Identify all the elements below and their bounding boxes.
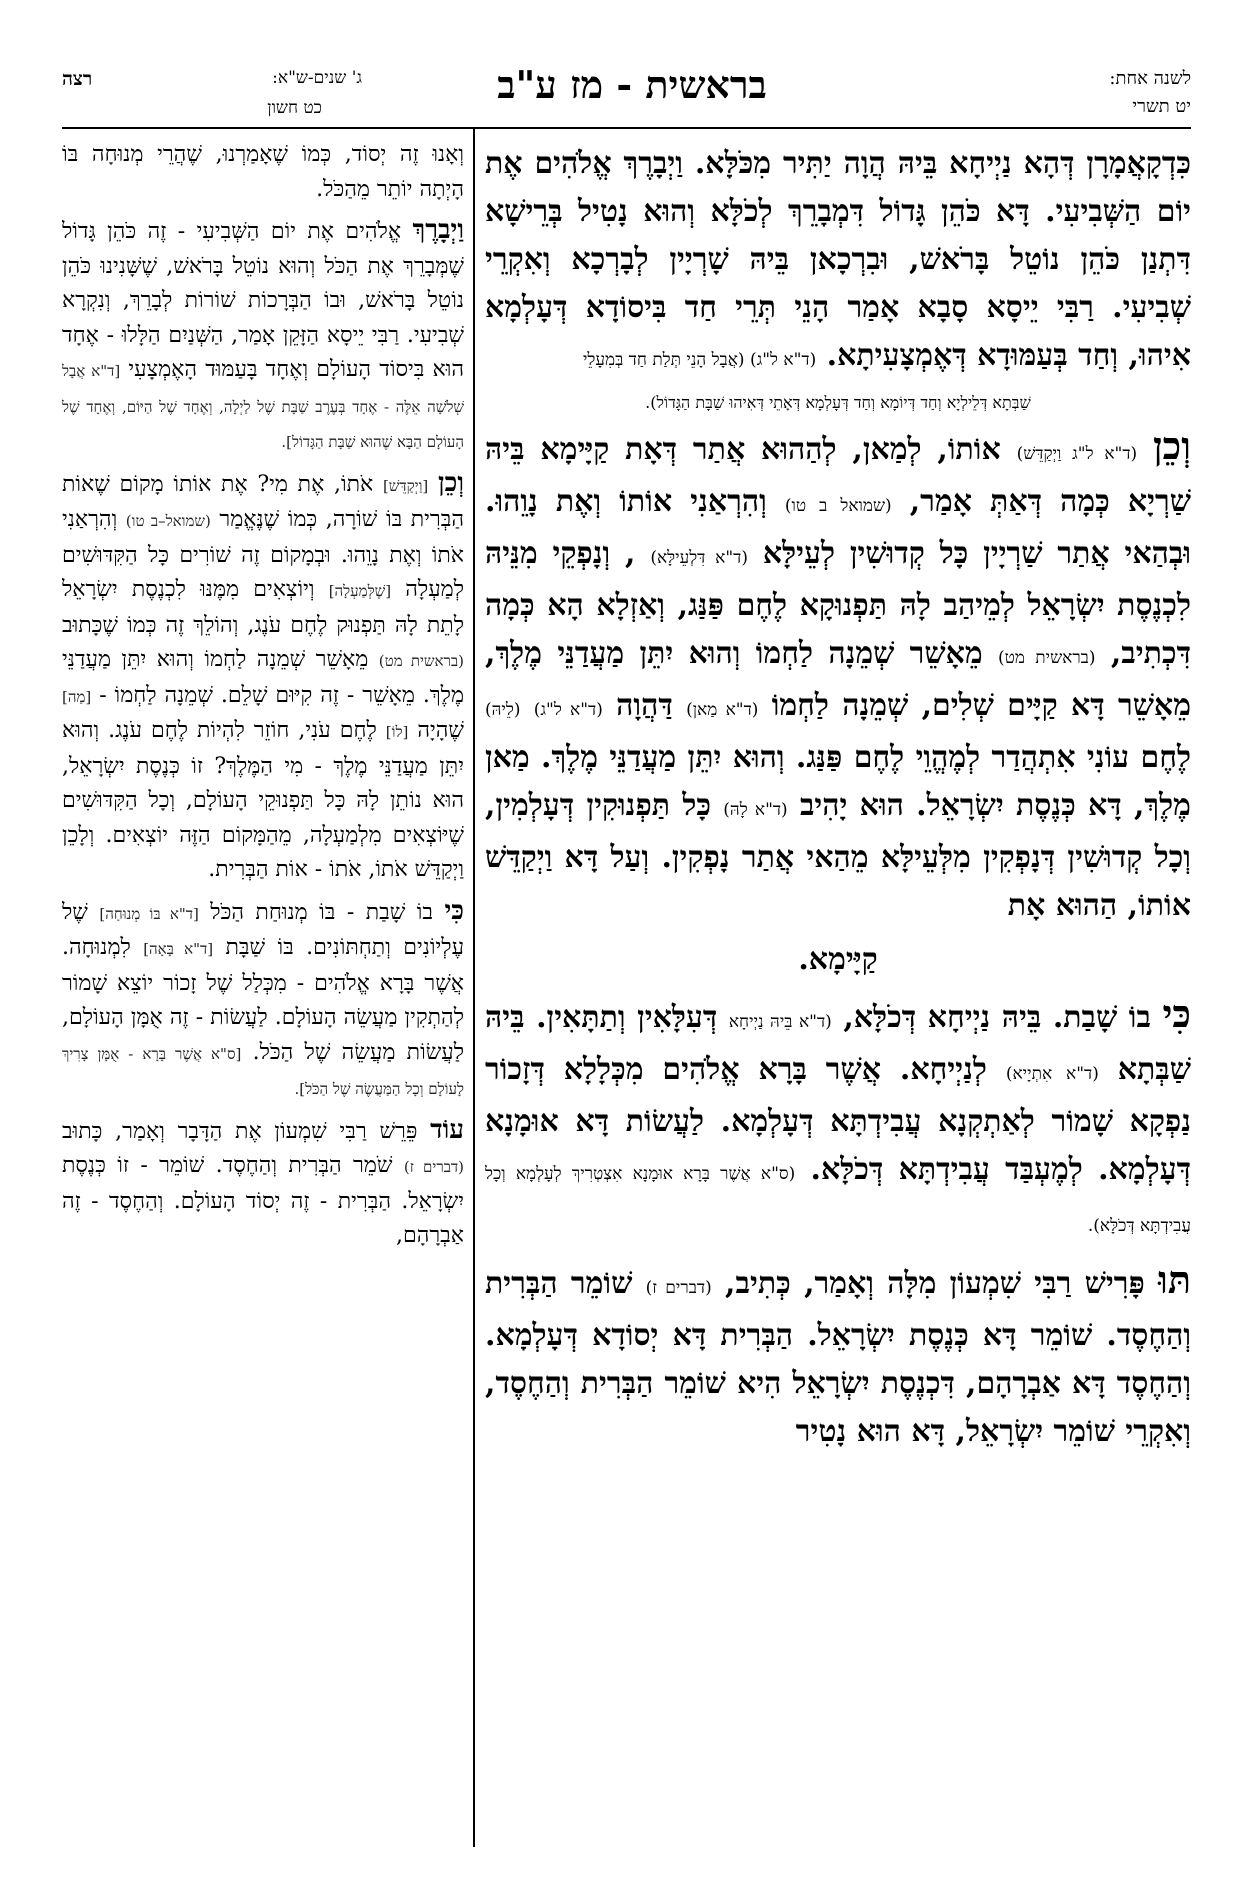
main-note: (בראשית מט) [998,648,1096,668]
main-text: לֶחֶם עוֹנִי אִתְהֲדַר לְמֶהֱוֵי לֶחֶם פַּנַּג. וְהוּא יִתֵּן מַעֲדַנֵּי מֶלֶךְ. מַאן מֶלֶךְ, דָּא כְּנֶסֶת יִשְׂרָאֵל. הוּא יָהִיב [485,740,1191,823]
column-divider [473,127,475,1847]
header-left-line-2 [62,98,362,124]
main-paragraph-3 [485,990,1191,1250]
main-text: דְּעִלָּאִין וְתַתָּאִין. בֵּיהּ שַׁבְּתָא [485,1000,1191,1087]
side-text: וְאָנוּ זֶה יְסוֹד, כְּמוֹ שֶׁאָמַרְנוּ, שֶׁהֲרֵי מְנוּחָה בּוֹ הָיְתָה יוֹתֵר מֵהַכֹּל. [62,142,464,202]
header-right-block [951,68,1191,124]
main-lead-word: תּוּ [1158,1257,1191,1302]
side-paragraph-2 [62,213,464,460]
header-divider [62,127,1191,129]
side-text: וְיוֹצְאִים מִמֶּנּוּ לִכְנֶסֶת יִשְׂרָאֵל לָתֵת לָהּ תַּפְנוּק לֶחֶם עֹנֶג, וְהוֹלֵךְ זֶה כְּמוֹ שֶׁכָּתוּב [62,577,464,638]
side-note: (דברים ז) [403,1158,464,1176]
main-note: (ד"א ל"ג וַיְקַדֵּשׁ) [1016,444,1138,464]
side-text: לֶחֶם עֹנִי, חוֹזֵר לִהְיוֹת לֶחֶם עֹנֶג. וְהוּא יִתֵּן מַעֲדַנֵּי מֶלֶךְ - מִי הַמֶּלֶךְ? זוֹ כְּנֶסֶת יִשְׂרָאֵל, הוּא נוֹתֵן לָהּ כָּל תַּפְנוּקֵי הָעוֹלָם, וְכָל הַקִּדּוּשִׁים שֶׁיּוֹצְאִים מִלְמַעְלָה, מֵהַמָּקוֹם הַזֶּה יוֹצְאִים. וְלָכֵן וַיְקַדֵּשׁ אֹתוֹ, אֹתוֹ - אוֹת הַבְּרִית. [62,718,464,882]
header-cycle-label: ג' שנים-ש"א: [272,68,362,88]
side-lead-word: וַיְבָרֶךְ [412,215,464,245]
main-note: (ד"א בֵּיהּ נַיְיחָא [728,1012,832,1032]
side-paragraph-4 [62,894,464,1107]
page-header [62,60,1191,126]
main-aramaic-column [485,140,1191,1840]
side-note: [לוֹ] [385,723,409,741]
side-paragraph-5 [62,1113,464,1254]
main-note: (ד"א דִּלְעֵילָּא) [650,548,748,568]
main-note: (ד"א מַאן) [686,700,759,720]
main-text: אוֹתוֹ, לְמַאן, לְהַהוּא אֲתַר דְּאָת קַיָּימָא בֵּיהּ שַׁרְיָא כְּמָה דְּאַתְּ אָמַר, [485,432,1191,519]
main-note: (דברים ז) [645,1278,712,1298]
side-text: אֹתוֹ, אֶת מִי? אֶת אוֹתוֹ מָקוֹם שֶׁאוֹת הַבְּרִית בּוֹ שׁוֹרָה, כְּמוֹ שֶׁנֶּאֱמַר [62,471,464,532]
side-text: שֶׁהָיָה [417,718,464,743]
side-text: מֵאָשֵׁר שְׁמֵנָה לַחְמוֹ וְהוּא יִתֵּן מַעֲדַנֵּי מֶלֶךְ. מֵאָשֵׁר - זֶה קִיּוּם שָׁלֵם. שְׁמֵנָה לַחְמוֹ - [62,647,464,708]
side-note: [ד"א אֲבָל שְׁלֹשָׁה אֵלֶּה - אֶחָד בְּעֶרֶב שַׁבָּת שֶׁל לַיְלָה, וְאֶחָד שֶׁל הַיּוֹם, וְאֶחָד שֶׁל הָעוֹלָם הַבָּא שֶׁהוּא שַׁבָּת הַגָּדוֹל]. [62,362,464,451]
translation-column [62,138,464,1850]
header-left-block [62,68,362,124]
side-text: שֶׁל עֶלְיוֹנִים וְתַחְתּוֹנִים. בּוֹ שַׁבָּת [62,899,464,960]
side-text: לִמְנוּחָה. אֲשֶׁר בָּרָא אֱלֹהִים - מִכְּלַל שֶׁל זָכוֹר יוֹצֵא שָׁמוֹר לְהַתְקִין מַעֲשֵׂה הָעוֹלָם. לַעֲשׂוֹת - זֶה אֻמָּן הָעוֹלָם, לַעֲשׂוֹת מַעֲשֵׂה שֶׁל הַכֹּל. [62,935,464,1065]
main-note: (ד"א ל"ג) (אֲבָל הָנֵי תְּלַת חַד בְּמִעָלֵי [582,350,817,370]
main-paragraph-2 [485,422,1191,930]
side-note: [ס"א אֲשֶׁר בָּרָא - אֻמָּן צָרִיךְ לָעוֹלָם וְכָל הַמַּעֲשֶׂה שֶׁל הַכֹּל]. [62,1044,464,1098]
side-note: [ד"א בָּאָה] [143,940,214,958]
main-lead-word: וְכֵן [1153,423,1191,468]
main-text: בוֹ שָׁבַת. בֵּיהּ נַיְיחָא דְּכֹלָּא, [843,1000,1151,1035]
main-note: (שמואל ב טו) [784,496,892,516]
main-text: לְנַיְיחָא. אֲשֶׁר בָּרָא אֱלֹהִים מִכְּלָלָא דְּזָכוֹר נַפְקָא שָׁמוֹר לְאַתְקְנָא עֲבִידְתָּא דְּעָלְמָא. לַעֲשׂוֹת דָּא אוּמָנָא דְּעָלְמָא. לְמֶעְבַּד עֲבִידְתָּא דְּכֹלָּא. [485,1052,1191,1187]
header-cycle-date: כט חשון [267,98,322,118]
page-title: בראשית - מז ע"ב [497,62,767,107]
main-text: שׁוֹמֵר הַבְּרִית וְהַחֶסֶד. שׁוֹמֵר דָּא כְּנֶסֶת יִשְׂרָאֵל. הַבְּרִית דָּא יְסוֹדָא דְּעָלְמָא. וְהַחֶסֶד דָּא אַבְרָהָם, דִּכְנֶסֶת יִשְׂרָאֵל הִיא שׁוֹמֵר הַבְּרִית וְהַחֶסֶד, וְאִקְרֵי שׁוֹמֵר יִשְׂרָאֵל, דָּא הוּא נָטִיר [485,1266,1191,1449]
main-text: פָּרִישׁ רַבִּי שִׁמְעוֹן מִלָּה וְאָמַר, כְּתִיב, [725,1266,1145,1301]
main-text: , וְנָפְקֵי מִנֵּיהּ לִכְנֶסֶת יִשְׂרָאֵל לְמֵיהַב לָהּ תַּפְנוּקָא לֶחֶם פַּנַּג, וְאַזְלָא הָא כְּמָה דִּכְתִיב, [485,536,1191,671]
main-text: כָּל תַּפְנוּקִין דְּעָלְמִין, וְכָל קְדוּשִׁין דְּנָפְקִין מִלְּעֵילָּא מֵהַאי אֲתַר נָפְקִין. וְעַל דָּא וַיְקַדֵּשׁ אוֹתוֹ, הַהוּא אָת [485,788,1191,923]
header-page-number-tag: רצה [62,68,93,90]
side-text: וְהִרְאַנִי אֹתוֹ וְאֶת נָוֵהוּ. וּבְמָקוֹם זֶה שׁוֹרִים כָּל הַקִּדּוּשִׁים לְמַעְלָה [62,507,464,602]
side-note: [שֶׁלְּמַעְלָה] [328,582,392,600]
side-paragraph-3 [62,466,464,888]
main-centered-line: קַיָּימָא. [798,942,878,977]
main-lead-word: כִּי [1162,991,1191,1036]
main-note: (לֵיהּ) [485,700,521,720]
main-text: דַּהֲוָה [616,688,673,723]
side-note: (בראשית מט) [378,652,464,670]
side-lead-word: עוֹד [430,1114,464,1145]
main-note-line: שַׁבְּתָא דְּלֵילְיָא וְחַד דְּיוֹמָא וְחַד דְּעָלְמָא דְּאָתֵי דְּאִיהוּ שַׁבָּת הַגָּדוֹל). [645,393,1031,412]
side-lead-word: כִּי [444,895,464,926]
side-text: בוֹ שָׁבַת - בּוֹ מְנוּחַת הַכֹּל [210,899,434,925]
side-text: אֱלֹהִים אֶת יוֹם הַשְּׁבִיעִי - זֶה כֹּהֵן גָּדוֹל שֶׁמְּבָרֵךְ אֶת הַכֹּל וְהוּא נוֹטֵל בָּרֹאשׁ, שֶׁשָּׁנִינוּ כֹּהֵן נוֹטֵל בָּרֹאשׁ, וּבוֹ הַבְּרָכוֹת שׁוֹרוֹת לְבָרֵךְ, וְנִקְרָא שְׁבִיעִי. רַבִּי יֵיסָא הַזָּקֵן אָמַר, הַשְּׁנַיִם הַלָּלוּ - אֶחָד הוּא בִּיסוֹד הָעוֹלָם וְאֶחָד בָּעַמּוּד הָאֶמְצָעִי [62,219,464,382]
main-paragraph-1 [485,140,1191,384]
header-left-line-1 [62,68,362,94]
main-text: מֵאָשֵׁר שְׁמֵנָה לַחְמוֹ וְהוּא יִתֵּן מַעֲדַנֵּי מֶלֶךְ, מֵאָשֵׁר דָּא קַיָּים שְׁלִים, שְׁמֵנָה לַחְמוֹ [485,636,1191,723]
main-text: כִּדְקָאֲמָרָן דְּהָא נַיְיחָא בֵּיהּ הֲוָה יַתִּיר מִכֹּלָּא. וַיְבָרֶךְ אֱלֹהִים אֶת יוֹם הַשְּׁבִיעִי. דָּא כֹּהֵן גָּדוֹל דִּמְבָרֵךְ לְכֹלָּא וְהוּא נָטִיל בְּרֵישָׁא דִּתְנַן כֹּהֵן נוֹטֵל בָּרֹאשׁ, וּבִרְכָאן בֵּיהּ שָׁרְיָין לְבָרְכָא וְאִקְרֵי שְׁבִיעִי. רַבִּי יֵיסָא סָבָא אָמַר הָנֵי תְּרֵי חַד בִּיסוֹדָא דְּעָלְמָא אִיהוּ, וְחַד בְּעַמּוּדָא דְּאֶמְצָעִיתָא. [485,146,1191,373]
side-lead-word: וְכֵן [438,467,464,498]
side-note: [וַיְקַדֵּשׁ] [382,476,429,495]
side-note: [ד"א בּוֹ מְנוּחַה] [99,904,199,923]
main-note: (ס"א אֲשֶׁר בָּרָא אוּמָנָא אִצְטְרִיךְ לְעָלְמָא וְכָל עֲבִידְתָּא דְּכֹלָּא). [485,1164,1191,1236]
header-one-year-label: לשנה אחת: [1109,68,1191,89]
main-paragraph-4 [485,1256,1191,1456]
side-note: [מַה] [62,687,92,706]
side-paragraph-1 [62,138,464,207]
side-text: שֹׁמֵר הַבְּרִית וְהַחֶסֶד. שׁוֹמֵר - זוֹ כְּנֶסֶת יִשְׂרָאֵל. הַבְּרִית - זֶה יְסוֹד הָעוֹלָם. וְהַחֶסֶד - זֶה אַבְרָהָם, [62,1153,464,1248]
header-one-year-date: יט תשרי [1132,96,1191,117]
side-text: פֵּרֵשׁ רַבִּי שִׁמְעוֹן אֶת הַדָּבָר וְאָמַר, כָּתוּב [62,1118,418,1144]
side-note: (שמואל–ב טו) [125,512,211,530]
main-note: (ד"א ל"ג) [533,700,603,720]
main-text: וְהִרְאַנִי אוֹתוֹ וְאֶת נָוֵהוּ. וּבְהַאי אֲתַר שַׁרְיָין כָּל קְדוּשִׁין לְעֵילָּא [485,484,1191,571]
main-note: (ד"א לָהּ) [723,800,788,820]
main-note: (ד"א אִתְיָיא) [1005,1064,1099,1084]
